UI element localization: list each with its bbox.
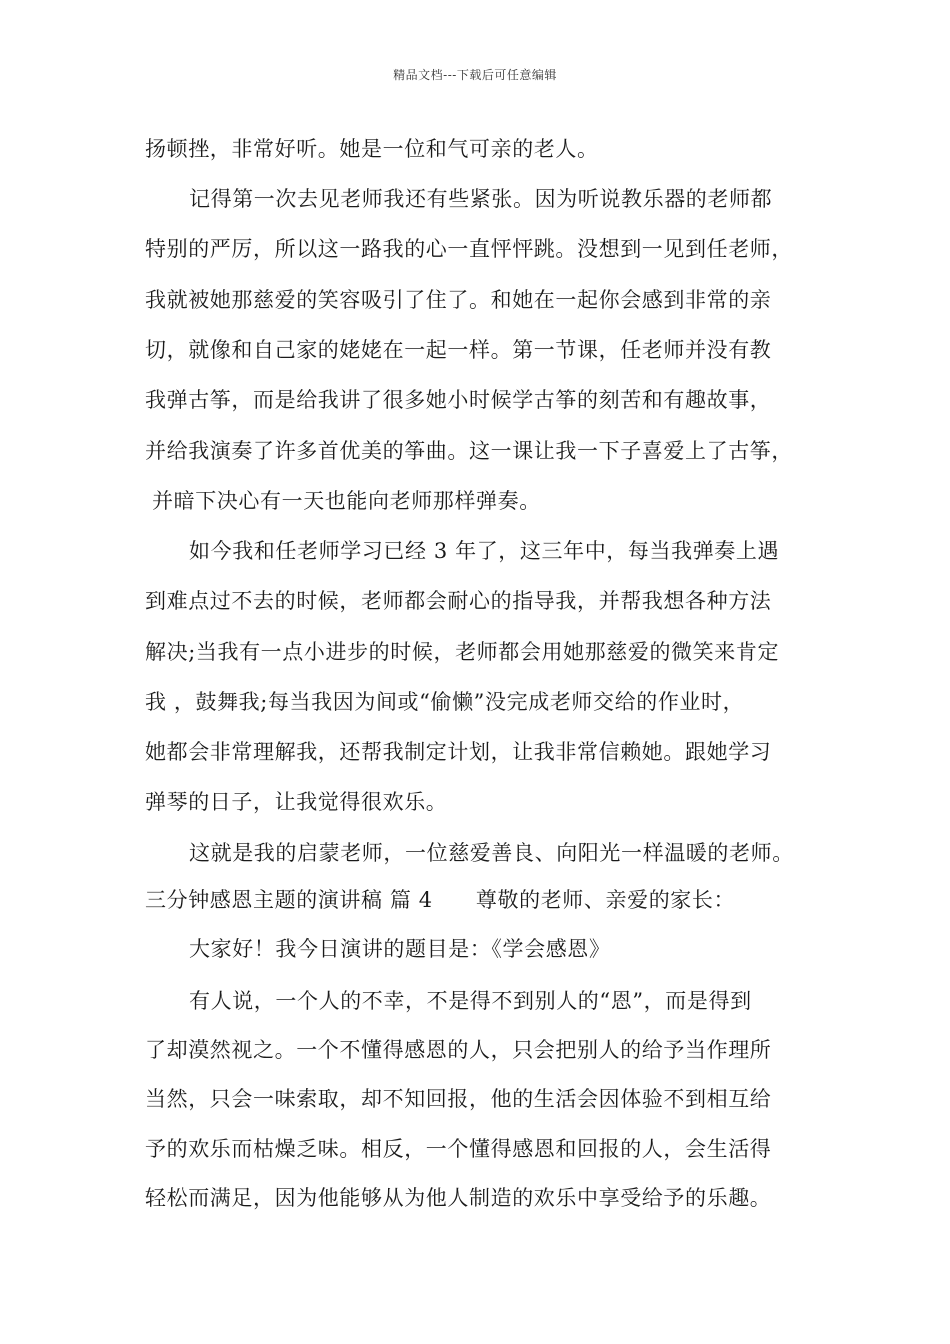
text-line: 我弹古筝，而是给我讲了很多她小时候学古筝的刻苦和有趣故事， [145, 388, 772, 412]
text-line: 解决;当我有一点小进步的时候，老师都会用她那慈爱的微笑来肯定 [145, 640, 780, 664]
text-line: 弹琴的日子，让我觉得很欢乐。 [145, 790, 448, 814]
text-line: 有人说，一个人的不幸，不是得不到别人的“恩”，而是得到 [189, 989, 752, 1013]
text-line: 这就是我的启蒙老师，一位慈爱善良、向阳光一样温暖的老师。 [189, 841, 794, 865]
text-line: 如今我和任老师学习已经 3 年了，这三年中，每当我弹奏上遇 [189, 539, 780, 563]
text-line: 我 ，鼓舞我;每当我因为间或“偷懒”没完成老师交给的作业时， [145, 690, 745, 714]
text-line: 记得第一次去见老师我还有些紧张。因为听说教乐器的老师都 [189, 187, 773, 211]
text-line: 轻松而满足，因为他能够从为他人制造的欢乐中享受给予的乐趣。 [145, 1186, 772, 1210]
text-line: 她都会非常理解我，还帮我制定计划，让我非常信赖她。跟她学习 [145, 740, 772, 764]
text-line: 大家好！我今日演讲的题目是：《学会感恩》 [189, 937, 611, 961]
text-line: 切，就像和自己家的姥姥在一起一样。第一节课，任老师并没有教 [145, 338, 772, 362]
section-title-line: 三分钟感恩主题的演讲稿 篇 4 尊敬的老师、亲爱的家长： [145, 888, 736, 912]
text-line: 扬顿挫，非常好听。她是一位和气可亲的老人。 [145, 137, 599, 161]
text-line: 到难点过不去的时候，老师都会耐心的指导我，并帮我想各种方法 [145, 589, 772, 613]
text-line: 并暗下决心有一天也能向老师那样弹奏。 [152, 489, 541, 513]
text-line: 当然，只会一味索取，却不知回报，他的生活会因体验不到相互给 [145, 1087, 772, 1111]
text-line: 并给我演奏了许多首优美的筝曲。这一课让我一下子喜爱上了古筝， [145, 439, 793, 463]
page-header: 精品文档---下载后可任意编辑 [393, 68, 557, 82]
text-line: 了却漠然视之。一个不懂得感恩的人，只会把别人的给予当作理所 [145, 1038, 772, 1062]
text-line: 我就被她那慈爱的笑容吸引了住了。和她在一起你会感到非常的亲 [145, 288, 772, 312]
text-line: 特别的严厉，所以这一路我的心一直怦怦跳。没想到一见到任老师， [145, 237, 793, 261]
text-line: 予的欢乐而枯燥乏味。相反，一个懂得感恩和回报的人，会生活得 [145, 1137, 772, 1161]
